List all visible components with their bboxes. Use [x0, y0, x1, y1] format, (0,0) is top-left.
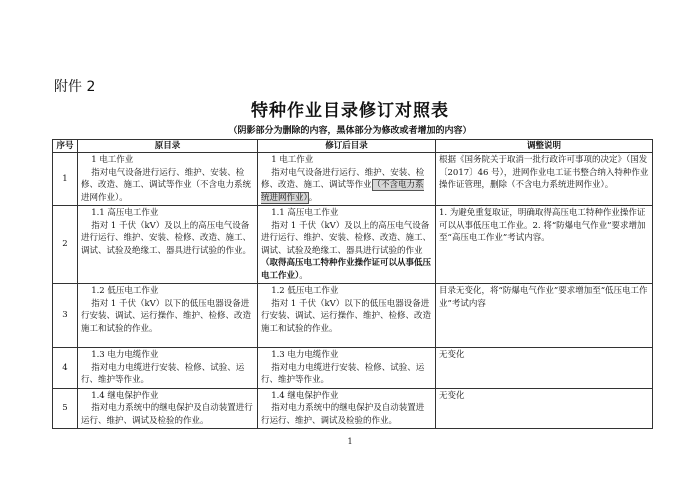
revision-table — [52, 139, 653, 429]
revised-cell — [258, 284, 436, 348]
original-heading: 1.3 电力电缆作业 — [91, 350, 159, 360]
original-cell — [78, 206, 258, 284]
col-header-notes: 调整说明 — [436, 140, 653, 153]
original-heading: 1.1 高压电工作业 — [91, 208, 159, 218]
row-number: 1 — [53, 153, 78, 206]
notes-cell: 无变化 — [436, 388, 653, 429]
original-cell — [78, 284, 258, 348]
original-heading: 1.4 继电保护作业 — [91, 390, 159, 401]
table-header-row — [53, 140, 653, 153]
table-row — [53, 153, 653, 206]
page-number: 1 — [347, 437, 353, 446]
col-header-number: 序号 — [53, 140, 78, 153]
original-body: 指对电气设备进行运行、维护、安装、检修、改造、施工、调试等作业（不含电力系统进网作业）。 — [81, 167, 252, 203]
row-number: 2 — [53, 206, 78, 284]
revised-heading: 1.1 高压电工作业 — [271, 208, 339, 218]
revised-heading: 1.2 低压电工作业 — [271, 286, 339, 296]
original-cell — [78, 153, 258, 206]
row-number: 4 — [53, 348, 78, 389]
revised-body: 指对 1 千伏（kV）及以上的高压电气设备进行运行、维护、安装、检修、改造、施工、调试、试验及绝缘工、器具进行试验的作业（取得高压电工特种作业操作证可以从事低压电工作业）。 — [261, 220, 432, 281]
row-number: 5 — [53, 388, 78, 429]
revised-heading: 1 电工作业 — [271, 155, 314, 165]
revised-body: 指对电气设备进行运行、维护、安装、检修、改造、施工、调试等作业（不含电力系统进网作业）。 — [261, 167, 425, 203]
revised-heading: 1.3 电力电缆作业 — [271, 350, 339, 360]
table-row — [53, 388, 653, 429]
original-body: 指对电力系统中的继电保护及自动装置进行运行、维护、调试及检验的作业。 — [81, 403, 253, 426]
notes-cell: 1. 为避免重复取证，明确取得高压电工特种作业操作证可以从事低压电工作业。2. 将“防爆电气作业”要求增加至“高压电工作业”考试内容。 — [436, 206, 653, 284]
revised-body: 指对 1 千伏（kV）以下的低压电器设备进行安装、调试、运行操作、维护、检修、改造施工和试验的作业。 — [261, 298, 432, 334]
revised-cell — [258, 206, 436, 284]
original-body: 指对 1 千伏（kV）及以上的高压电气设备进行运行、维护、安装、检修、改造、施工、调试、试验及绝缘工、器具进行试验的作业。 — [81, 220, 252, 256]
col-header-revised: 修订后目录 — [258, 140, 436, 153]
original-body: 指对电力电缆进行安装、检修、试验、运行、维护等作业。 — [81, 362, 245, 385]
table-row — [53, 206, 653, 284]
notes-cell: 目录无变化，将“防爆电气作业”要求增加至“低压电工作业”考试内容 — [436, 284, 653, 348]
original-cell — [78, 388, 258, 429]
notes-cell: 根据《国务院关于取消一批行政许可事项的决定》（国发〔2017〕46 号），进网作业电工证书整合纳入特种作业操作证管理，删除（不含电力系统进网作业）。 — [436, 153, 653, 206]
revised-cell — [258, 153, 436, 206]
revised-heading: 1.4 继电保护作业 — [271, 390, 339, 401]
row-number: 3 — [53, 284, 78, 348]
page-title: 特种作业目录修订对照表 — [251, 101, 449, 121]
table-row — [53, 348, 653, 389]
table-row — [53, 284, 653, 348]
original-heading: 1.2 低压电工作业 — [91, 286, 159, 296]
shading-note: （阴影部分为删除的内容，黑体部分为修改或者增加的内容） — [228, 126, 472, 136]
original-cell — [78, 348, 258, 389]
original-body: 指对 1 千伏（kV）以下的低压电器设备进行安装、调试、运行操作、维护、检修、改造施工和试验的作业。 — [81, 298, 252, 334]
attachment-label: 附件 2 — [54, 79, 96, 95]
added-text: （取得高压电工特种作业操作证可以从事低压电工作业） — [261, 258, 432, 281]
revised-cell — [258, 348, 436, 389]
col-header-original: 原目录 — [78, 140, 258, 153]
revised-body: 指对电力电缆进行安装、检修、试验、运行、维护等作业。 — [261, 362, 425, 385]
deleted-text: （不含电力系统进网作业） — [261, 180, 424, 203]
notes-cell: 无变化 — [436, 348, 653, 389]
revised-cell — [258, 388, 436, 429]
revised-body: 指对电力系统中的继电保护及自动装置进行运行、维护、调试及检验的作业。 — [261, 403, 425, 426]
original-heading: 1 电工作业 — [91, 155, 134, 165]
